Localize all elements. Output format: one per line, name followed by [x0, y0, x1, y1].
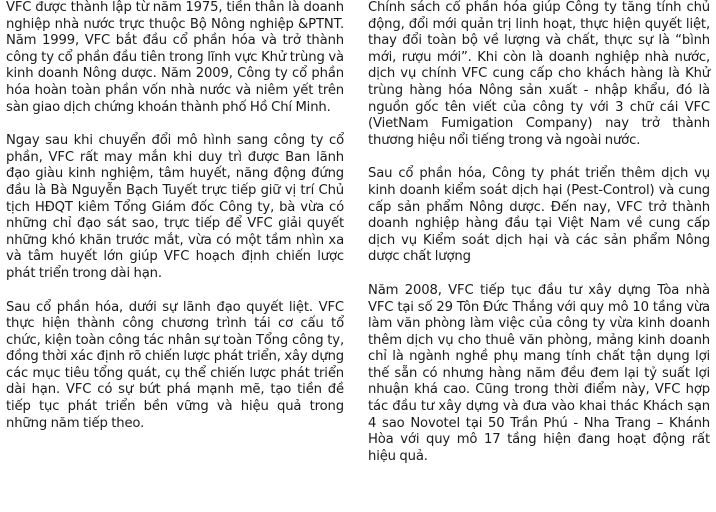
paragraph-leadership: Ngay sau khi chuyển đổi mô hình sang công ty cổ phần, VFC rất may mắn khi duy trì được Ban lãnh đạo giàu kinh nghiệm, tâm huyết, năng động đứng đầu là Bà Nguyễn Bạch Tuyết trực tiếp giữ vị trí Chủ tịch HĐQT kiêm Tổng Giám đốc Công ty, bà vừa có những chỉ đạo sát sao, trực tiếp để VFC giải quyết những khó khăn trước mắt, vừa có một tầm nhìn xa và tâm huyết lớn giúp VFC hoạch định chiến lược phát triển trong dài hạn.	[6, 133, 344, 281]
right-column	[368, 0, 710, 465]
paragraph-restructuring: Sau cổ phần hóa, dưới sự lãnh đạo quyết liệt. VFC thực hiện thành công chương trình tái cơ cấu tổ chức, kiện toàn công tác nhân sự toàn Tổng công ty, đồng thời xác định rõ chiến lược phát triển, xây dựng các mục tiêu tổng quát, cụ thể chiến lược phát triển dài hạn. VFC có sự bứt phá mạnh mẽ, tạo tiền đề tiếp tục phát triển bền vững và hiệu quả trong những năm tiếp theo.	[6, 299, 344, 431]
paragraph-equitization-policy: Chính sách cổ phần hóa giúp Công ty tăng tính chủ động, đổi mới quản trị linh hoạt, thực hiện quyết liệt, thay đổi toàn bộ về lượng và chất, thực sự là “bình mới, rượu mới”. Khi còn là doanh nghiệp nhà nước, dịch vụ chính VFC cung cấp cho khách hàng là Khử trùng hàng hóa Nông sản xuất - nhập khẩu, đó là nguồn gốc tên viết của công ty với 3 chữ cái VFC (VietNam Fumigation Company) nay trở thành thương hiệu nổi tiếng trong và ngoài nước.	[368, 0, 710, 148]
left-column	[6, 0, 344, 432]
paragraph-founding-history: VFC được thành lập từ năm 1975, tiền thân là doanh nghiệp nhà nước trực thuộc Bộ Nông nghiệp &PTNT. Năm 1999, VFC bắt đầu cổ phần hóa và trở thành công ty cổ phần đầu tiên trong lĩnh vực Khử trùng và kinh doanh Nông dược. Năm 2009, Công ty cổ phần hóa hoàn toàn phần vốn nhà nước và niêm yết trên sàn giao dịch chứng khoán thành phố Hồ Chí Minh.	[6, 0, 344, 115]
paragraph-vfc-building: Năm 2008, VFC tiếp tục đầu tư xây dựng Tòa nhà VFC tại số 29 Tôn Đức Thắng với quy mô 10 tầng vừa làm văn phòng làm việc của công ty vừa kinh doanh thêm dịch vụ cho thuê văn phòng, mảng kinh doanh chỉ là ngành nghề phụ mang tính chất tận dụng lợi thế sẵn có nhưng hàng năm đều đem lại tỷ suất lợi nhuận khá cao. Cũng trong thời điểm này, VFC hợp tác đầu tư xây dựng và đưa vào khai thác Khách sạn 4 sao Novotel tại 50 Trần Phú - Nha Trang – Khánh Hòa với quy mô 17 tầng hiện đang hoạt động rất hiệu quả.	[368, 282, 710, 464]
paragraph-pest-control: Sau cổ phần hóa, Công ty phát triển thêm dịch vụ kinh doanh kiểm soát dịch hại (Pest-Control) và cung cấp sản phẩm Nông dược. Đến nay, VFC trở thành doanh nghiệp hàng đầu tại Việt Nam về cung cấp dịch vụ Kiểm soát dịch hại và các sản phẩm Nông dược chất lượng	[368, 166, 710, 265]
